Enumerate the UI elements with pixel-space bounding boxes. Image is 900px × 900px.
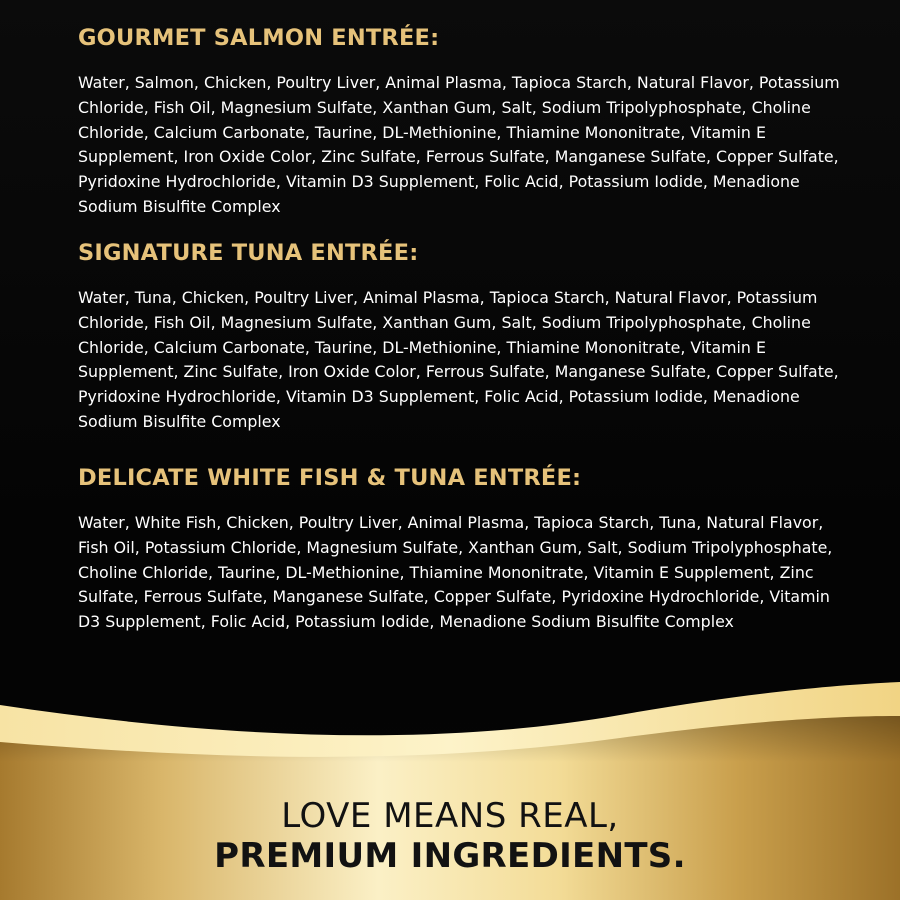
section-heading: DELICATE WHITE FISH & TUNA ENTRÉE: — [78, 465, 582, 491]
ingredient-list: Water, Salmon, Chicken, Poultry Liver, Animal Plasma, Tapioca Starch, Natural Flavor, Potassium Chloride, Fish Oil, Magnesium Sulfate, Xanthan Gum, Salt, Sodium Tripolyphosphate, Choline Chloride, Calcium Carbonate, Taurine, DL-Methionine, Thiamine Mononitrate, Vitamin E Supplement, Iron Oxide Color, Zinc Sulfate, Ferrous Sulfate, Manganese Sulfate, Copper Sulfate, Pyridoxine Hydrochloride, Vitamin D3 Supplement, Folic Acid, Potassium Iodide, Menadione Sodium Bisulfite Complex — [78, 73, 840, 216]
delicate-white-fish-tuna-section — [78, 463, 848, 635]
tagline-line-1: LOVE MEANS REAL, — [281, 796, 619, 836]
ingredient-list: Water, White Fish, Chicken, Poultry Liver, Animal Plasma, Tapioca Starch, Tuna, Natural Flavor, Fish Oil, Potassium Chloride, Magnesium Sulfate, Xanthan Gum, Salt, Sodium Tripolyphosphate, Choline Chloride, Taurine, DL-Methionine, Thiamine Mononitrate, Vitamin E Supplement, Zinc Sulfate, Ferrous Sulfate, Manganese Sulfate, Copper Sulfate, Pyridoxine Hydrochloride, Vitamin D3 Supplement, Folic Acid, Potassium Iodide, Menadione Sodium Bisulfite Complex — [78, 513, 833, 632]
gourmet-salmon-section — [78, 23, 848, 220]
section-heading: GOURMET SALMON ENTRÉE: — [78, 25, 440, 51]
ingredient-list: Water, Tuna, Chicken, Poultry Liver, Animal Plasma, Tapioca Starch, Natural Flavor, Potassium Chloride, Fish Oil, Magnesium Sulfate, Xanthan Gum, Salt, Sodium Tripolyphosphate, Choline Chloride, Calcium Carbonate, Taurine, DL-Methionine, Thiamine Mononitrate, Vitamin E Supplement, Zinc Sulfate, Iron Oxide Color, Ferrous Sulfate, Manganese Sulfate, Copper Sulfate, Pyridoxine Hydrochloride, Vitamin D3 Supplement, Folic Acid, Potassium Iodide, Menadione Sodium Bisulfite Complex — [78, 288, 839, 431]
section-heading: SIGNATURE TUNA ENTRÉE: — [78, 240, 419, 266]
signature-tuna-section — [78, 238, 848, 435]
tagline-line-2: PREMIUM INGREDIENTS. — [214, 836, 686, 876]
